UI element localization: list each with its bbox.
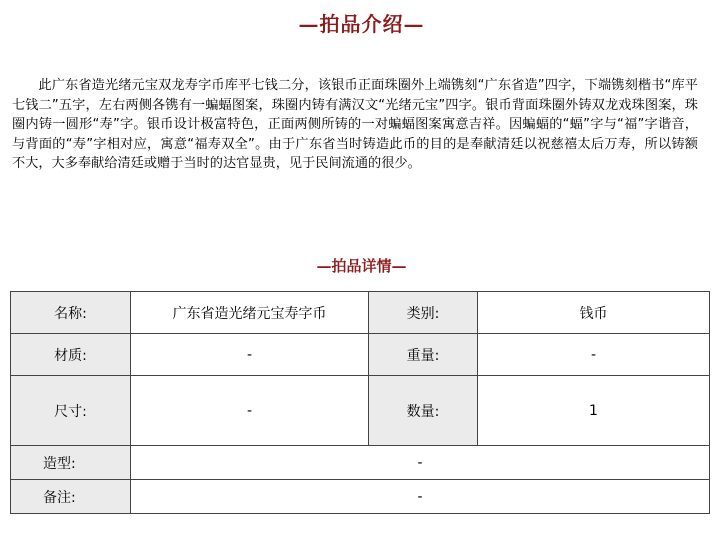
category-value: 钱币 (478, 292, 710, 334)
intro-text: 此广东省造光绪元宝双龙寿字币库平七钱二分，该银币正面珠圈外上端镌刻“广东省造”四字，下端镌刻楷书“库平七钱二”五字，左右两侧各镌有一蝙蝠图案，珠圈内铸有满汉文“光绪元宝”四字。银币背面珠圈外铸双龙戏珠图案，珠圈内铸一圆形“寿”字。银币设计极富特色，正面两侧所铸的一对蝙蝠图案寓意吉祥。因蝙蝠的“蝠”字与“福”字谐音，与背面的“寿”字相对应，寓意“福寿双全”。由于广东省当时铸造此币的目的是奉献清廷以祝慈禧太后万寿，所以铸额不大，大多奉献给清廷或赠于当时的达官显贵，见于民间流通的很少。 (12, 78, 698, 172)
intro-section-title: —拍品介绍— (298, 12, 425, 36)
shape-label: 造型: (11, 446, 131, 480)
material-label: 材质: (11, 334, 131, 376)
shape-value: - (131, 446, 710, 480)
details-table (10, 291, 710, 514)
size-value: - (131, 376, 369, 446)
material-value: - (131, 334, 369, 376)
size-label: 尺寸: (11, 376, 131, 446)
quantity-label: 数量: (369, 376, 478, 446)
name-value: 广东省造光绪元宝寿字币 (131, 292, 369, 334)
table-row (11, 334, 710, 376)
quantity-value: 1 (478, 376, 710, 446)
table-row (11, 292, 710, 334)
table-row (11, 446, 710, 480)
details-section-title: —拍品详情— (316, 257, 407, 275)
weight-value: - (478, 334, 710, 376)
notes-value: - (131, 480, 710, 514)
notes-label: 备注: (11, 480, 131, 514)
table-row (11, 376, 710, 446)
name-label: 名称: (11, 292, 131, 334)
category-label: 类别: (369, 292, 478, 334)
table-row (11, 480, 710, 514)
weight-label: 重量: (369, 334, 478, 376)
